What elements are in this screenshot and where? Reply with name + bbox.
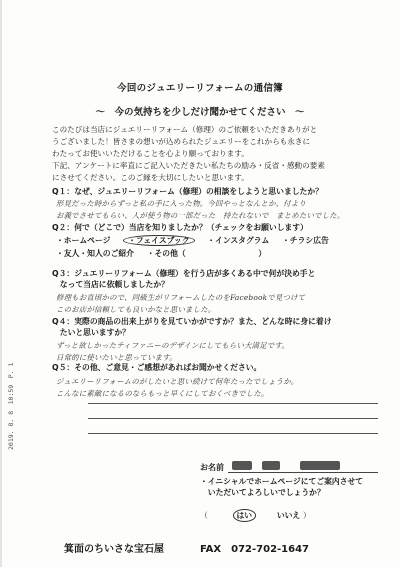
fax-timestamp: 2019. 8. 8 10:59 P. 1 bbox=[7, 362, 15, 450]
redacted-name bbox=[262, 461, 280, 470]
option-referral[interactable]: ・友人・知人のご紹介 bbox=[56, 249, 134, 258]
answer-5: ジュエリーリフォームのがしたいと思い続けて何年たったでしょうか。 こんなに素敵になるのならもっと早くにしておくべきでした。 bbox=[56, 377, 299, 398]
survey-title: 今回のジュエリーリフォームの通信簿 bbox=[117, 83, 283, 94]
initial-permission-question: ・イニシャルでホームページにてご案内させて いただいてよろしいでしょうか？ bbox=[200, 477, 364, 497]
answer-1: 形見だった時からずっと私の手に入った物。今回やっとなんとか、付より お義でさせてもらい、人が使う物の一部だった 持たれないで まとめたいでした。 bbox=[56, 199, 345, 220]
survey-subtitle: ～ 今の気持ちを少しだけ聞かせてください ～ bbox=[95, 107, 305, 118]
answer-line bbox=[88, 403, 378, 404]
name-field[interactable] bbox=[228, 472, 378, 473]
name-label: お名前 bbox=[200, 463, 224, 472]
question-4: Q４：実際の商品の出来上がりを見ていかがですか？また、どんな時に身に着け たいと思いますか？ bbox=[52, 317, 332, 337]
fax-number: FAX 072-702-1647 bbox=[200, 544, 310, 555]
shop-name: 箕面のちいさな宝石屋 bbox=[64, 544, 164, 555]
initial-permission-choice: （ はい いいえ ） bbox=[200, 511, 311, 520]
source-options-row-2 bbox=[56, 248, 386, 259]
no-option[interactable]: いいえ bbox=[276, 511, 301, 520]
option-other[interactable]: ・その他（ bbox=[146, 249, 186, 258]
question-2: Q２：何で（どこで）当店を知りましたか？（チェックをお願いします） bbox=[52, 223, 308, 232]
redacted-name bbox=[300, 461, 340, 470]
option-facebook[interactable]: ・フェイスブック bbox=[123, 235, 194, 246]
answer-line bbox=[88, 433, 378, 434]
answer-4: ずっと欲しかったティファニーのデザインにしてもらい大満足です。 日常的に使いたいと思っています。 bbox=[56, 341, 290, 362]
answer-line bbox=[88, 418, 378, 419]
answer-3: 修理もお直頃かので、同級生がリフォームしたのをFacebookで見つけて このお店が信頼しても良いかなと思いました。 bbox=[56, 293, 306, 314]
intro-text: このたびは当店にジュエリーリフォーム（修理）のご依頼をいただきありがと うございました！皆さまの想いが込められたジュエリーをこれからも永きに わたってお使いいただけることを心より願っております。 下記、アンケートに率直にご記入いただきたい私たちの励み・反省・感動の要素 にさせてください。このご縁を大切にしたいと思います。 bbox=[52, 125, 325, 182]
question-1: Q１：なぜ、ジュエリーリフォーム（修理）の相談をしようと思いましたか？ bbox=[52, 187, 323, 196]
question-3: Q３：ジュエリーリフォーム（修理）を行う店が多くある中で何が決め手と なって当店に依頼しましたか？ bbox=[52, 269, 316, 289]
source-options-row-1 bbox=[56, 235, 386, 246]
redacted-name bbox=[232, 461, 252, 470]
option-instagram[interactable]: ・インスタグラム bbox=[207, 236, 270, 245]
option-other-close: ） bbox=[258, 249, 267, 258]
yes-option[interactable]: はい bbox=[233, 509, 257, 522]
option-homepage[interactable]: ・ホームページ bbox=[56, 236, 111, 245]
option-flyer[interactable]: ・チラシ広告 bbox=[282, 236, 329, 245]
question-5: Q５：その他、ご意見・ご感想があればお聞かせください。 bbox=[52, 363, 262, 372]
